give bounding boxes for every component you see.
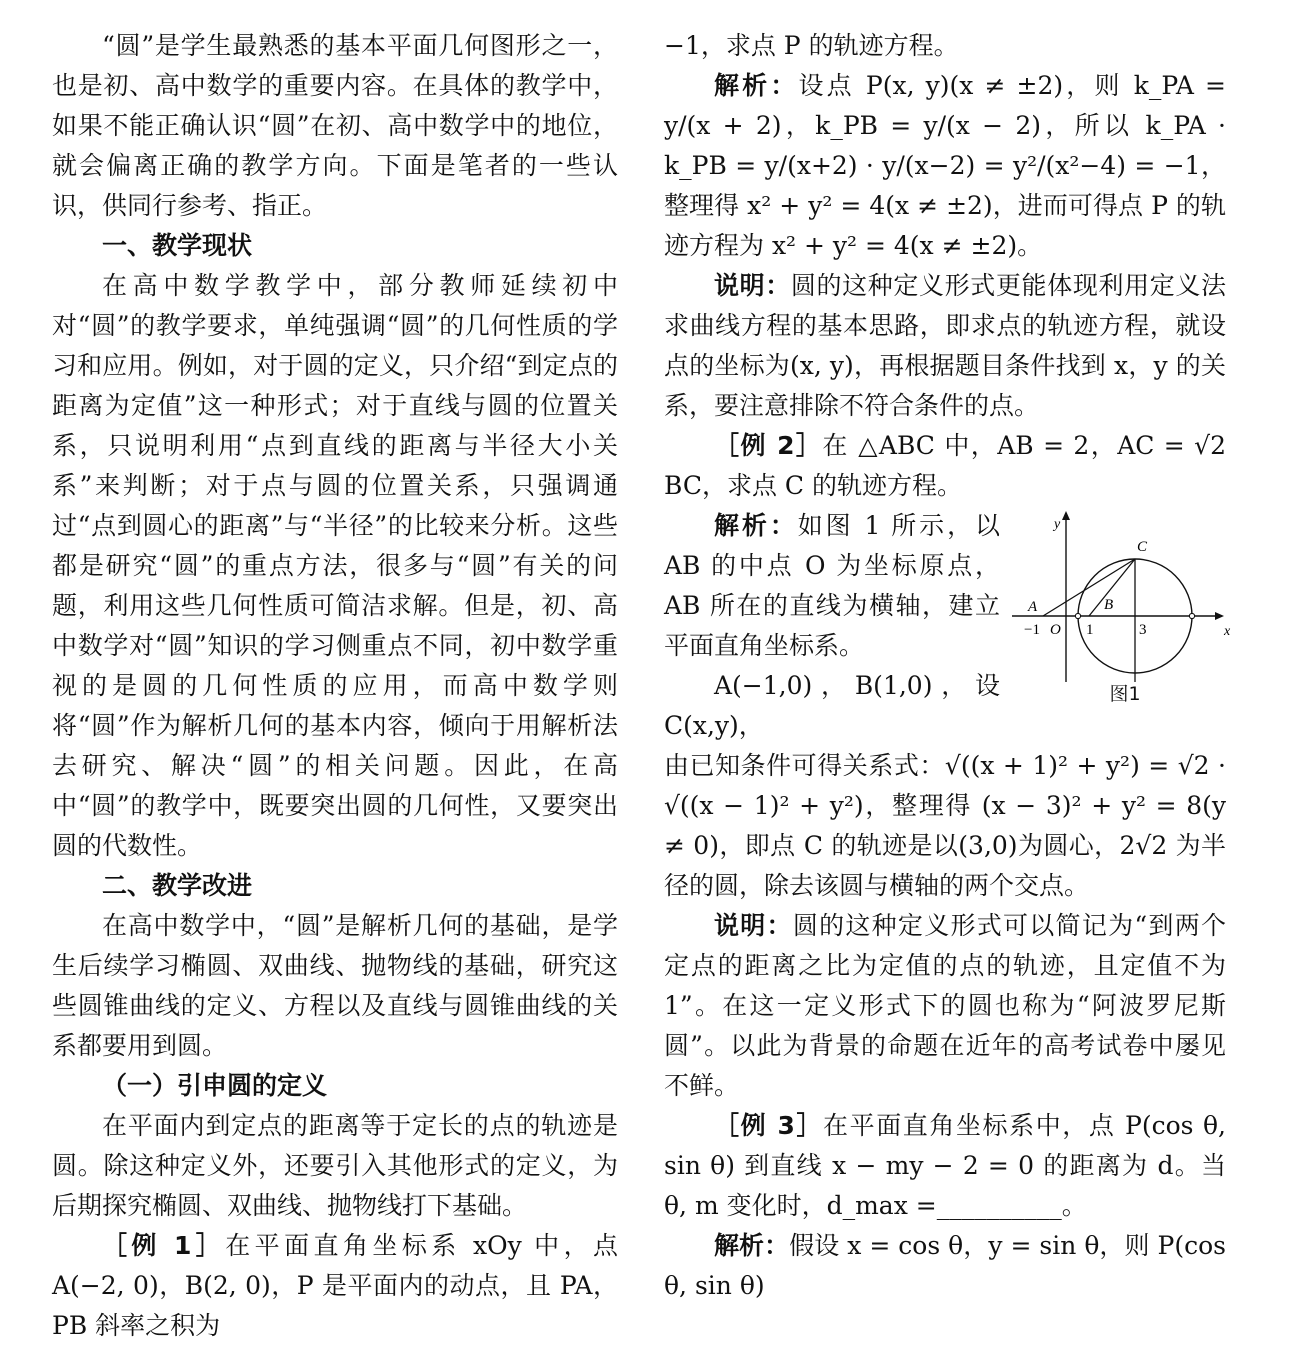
status-paragraph: 在高中数学教学中，部分教师延续初中对“圆”的教学要求，单纯强调“圆”的几何性质的学习和应用。例如，对于圆的定义，只介绍“到定点的距离为定值”这一种形式；对于直线与圆的位置关系，只说明利用“点到直线的距离与半径大小关系”来判断；对于点与圆的位置关系，只强调通过“点到圆心的距离”与“半径”的比较来分析。这些都是研究“圆”的重点方法，很多与“圆”有关的问题，利用这些几何性质可简洁求解。但是，初、高中数学对“圆”知识的学习侧重点不同，初中数学重视的是圆的几何性质的应用，而高中数学则将“圆”作为解析几何的基本内容，倾向于用解析法去研究、解决“圆”的相关问题。因此，在高中“圆”的教学中，既要突出圆的几何性，又要突出圆的代数性。: [52, 271, 618, 860]
note-1-label: 说明：: [714, 271, 791, 300]
label-c: C: [1137, 539, 1148, 555]
note-2: [664, 906, 1226, 1106]
solution-2-derivation: 由已知条件可得关系式：√((x + 1)² + y²) = √2 · √((x − 1)² + y²)，整理得 (x − 3)² + y² = 8(y ≠ 0)，即点 C 的轨迹是以(3,0)为圆心，2√2 为半径的圆，除去该圆与横轴的两个交点。: [664, 751, 1226, 900]
segment-ac: [1043, 559, 1135, 616]
left-column: [52, 26, 618, 1346]
note-2-label: 说明：: [714, 911, 793, 940]
label-a: A: [1028, 599, 1038, 615]
excluded-point-right: [1189, 613, 1194, 618]
example-1: [52, 1226, 618, 1346]
label-x: x: [1224, 624, 1231, 639]
note-1-text: 圆的这种定义形式更能体现利用定义法求曲线方程的基本思路，即求点的轨迹方程，就设点的坐标为(x, y)，再根据题目条件找到 x，y 的关系，要注意排除不符合条件的点。: [664, 271, 1226, 420]
section-heading-status: 一、教学现状: [102, 231, 253, 260]
subsection-heading-definition: （一）引申圆的定义: [102, 1071, 328, 1100]
section-heading-improve: 二、教学改进: [102, 871, 253, 900]
solution-3-text: 假设 x = cos θ，y = sin θ，则 P(cos θ, sin θ): [664, 1231, 1226, 1300]
example-3: [664, 1106, 1226, 1226]
improve-paragraph: 在高中数学中，“圆”是解析几何的基础，是学生后续学习椭圆、双曲线、抛物线的基础，研究这些圆锥曲线的定义、方程以及直线与圆锥曲线的关系都要用到圆。: [52, 911, 618, 1060]
solution-2-text: 如图 1 所示，以 AB 的中点 O 为坐标原点，AB 所在的直线为横轴，建立平面直角坐标系。: [664, 511, 1000, 660]
figure-1-diagram: [1010, 508, 1240, 683]
example-3-label: ［例 3］: [714, 1111, 824, 1140]
x-axis-arrow: [1215, 612, 1224, 620]
example-2-label: ［例 2］: [714, 431, 823, 460]
example-1-continued: −1，求点 P 的轨迹方程。: [664, 31, 959, 60]
right-column: [664, 26, 1231, 1306]
tick-label-3: 3: [1139, 622, 1147, 638]
solution-1: [664, 66, 1226, 266]
example-3-text: 在平面直角坐标系中，点 P(cos θ, sin θ) 到直线 x − my − 2 = 0 的距离为 d。当 θ, m 变化时，d_max =__________。: [664, 1111, 1226, 1220]
label-y: y: [1054, 517, 1061, 532]
example-1-text: 在平面直角坐标系 xOy 中，点 A(−2, 0)，B(2, 0)，P 是平面内的动点，且 PA，PB 斜率之积为: [52, 1231, 618, 1340]
note-1: [664, 266, 1226, 426]
example-2-text: 在 △ABC 中，AB = 2，AC = √2 BC，求点 C 的轨迹方程。: [664, 431, 1226, 500]
tick-label-1: 1: [1086, 622, 1094, 638]
solution-3: [664, 1226, 1226, 1306]
intro-paragraph: “圆”是学生最熟悉的基本平面几何图形之一，也是初、高中数学的重要内容。在具体的教学中，如果不能正确认识“圆”在初、高中数学中的地位，就会偏离正确的教学方向。下面是笔者的一些认识，供同行参考、指正。: [52, 31, 618, 220]
solution-2-points: A(−1,0)，B(1,0)，设 C(x,y)，: [664, 671, 1000, 740]
tick-label-neg1: −1: [1024, 622, 1040, 638]
solution-2-label: 解析：: [714, 511, 798, 540]
y-axis-arrow: [1062, 511, 1070, 520]
figure-caption: 图1: [1109, 683, 1141, 705]
label-b: B: [1104, 597, 1114, 613]
example-2: [664, 426, 1226, 506]
figure-1: [1010, 508, 1240, 708]
label-origin: O: [1050, 622, 1061, 638]
solution-3-label: 解析：: [714, 1231, 790, 1260]
note-2-text: 圆的这种定义形式可以简记为“到两个定点的距离之比为定值的点的轨迹，且定值不为 1”。在这一定义形式下的圆也称为“阿波罗尼斯圆”。以此为背景的命题在近年的高考试卷中屡见不鲜。: [664, 911, 1226, 1100]
example-1-label: ［例 1］: [102, 1231, 226, 1260]
solution-1-text: 设点 P(x, y)(x ≠ ±2)，则 k_PA = y/(x + 2)，k_PB = y/(x − 2)，所以 k_PA · k_PB = y/(x+2) · y/(x−2) = y²/(x²−4) = −1，整理得 x² + y² = 4(x ≠ ±2)，进而可得点 P 的轨迹方程为 x² + y² = 4(x ≠ ±2)。: [664, 71, 1226, 260]
excluded-point-left: [1075, 613, 1080, 618]
definition-paragraph: 在平面内到定点的距离等于定长的点的轨迹是圆。除这种定义外，还要引入其他形式的定义，为后期探究椭圆、双曲线、抛物线打下基础。: [52, 1111, 618, 1220]
solution-1-label: 解析：: [714, 71, 799, 100]
